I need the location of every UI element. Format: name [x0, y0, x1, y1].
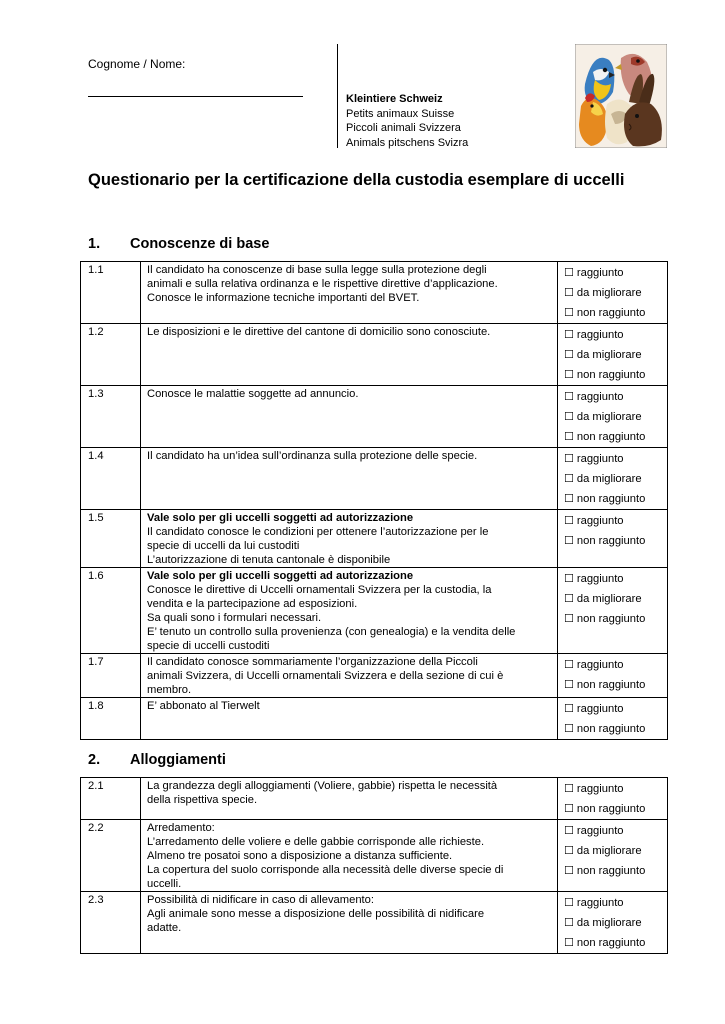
checkbox-icon[interactable]: ☐ [564, 722, 574, 735]
rating-options [558, 654, 668, 698]
question-number: 2.2 [81, 820, 141, 892]
question-text-line: L’autorizzazione di tenuta cantonale è disponibile [147, 554, 391, 566]
question-text-line: Il candidato conosce sommariamente l’organizzazione della Piccoli [147, 656, 478, 668]
checkbox-icon[interactable]: ☐ [564, 348, 574, 361]
section-table-2 [80, 777, 668, 954]
question-text-line: E’ tenuto un controllo sulla provenienza (con genealogia) e la vendita delle [147, 626, 516, 638]
section-table-body [81, 262, 668, 740]
question-text-line: animali e sulla relativa ordinanza e le rispettive direttive d’applicazione. [147, 278, 498, 290]
question-text-line: Il candidato conosce le condizioni per ottenere l’autorizzazione per le [147, 526, 489, 538]
rating-option[interactable] [564, 345, 667, 365]
question-text-line: membro. [147, 684, 192, 696]
question-condition-note: Vale solo per gli uccelli soggetti ad autorizzazione [147, 512, 414, 524]
name-field-line[interactable] [88, 96, 303, 97]
rating-option[interactable] [564, 489, 667, 509]
rating-option[interactable] [564, 365, 667, 385]
question-row [81, 324, 668, 386]
question-number: 2.3 [81, 892, 141, 954]
rating-option-label: raggiunto [576, 703, 624, 715]
question-text-line: Agli animale sono messe a disposizione delle possibilità di nidificare [147, 908, 485, 920]
rating-option[interactable] [564, 699, 667, 719]
question-text-line: La copertura del suolo corrisponde alla necessità delle diverse specie di [147, 864, 504, 876]
rating-option[interactable] [564, 303, 667, 323]
rating-option[interactable] [564, 719, 667, 739]
rating-option-label: raggiunto [576, 783, 624, 795]
rating-option-label: da migliorare [576, 917, 642, 929]
rating-option[interactable] [564, 821, 667, 841]
rating-option-label: non raggiunto [576, 937, 646, 949]
question-number: 1.1 [81, 262, 141, 324]
rating-option[interactable] [564, 263, 667, 283]
animals-logo [575, 44, 667, 148]
checkbox-icon[interactable]: ☐ [564, 492, 574, 505]
org-line: Piccoli animali Svizzera [346, 122, 461, 134]
org-line: Animals pitschens Svizra [346, 136, 469, 149]
rating-option[interactable] [564, 531, 667, 551]
checkbox-icon[interactable]: ☐ [564, 592, 574, 605]
question-text-line: L’arredamento delle voliere e delle gabbie corrisponde alle richieste. [147, 836, 485, 848]
rating-option[interactable] [564, 861, 667, 881]
rating-options [558, 448, 668, 510]
rating-option[interactable] [564, 609, 667, 629]
rating-option[interactable] [564, 655, 667, 675]
rating-option-label: non raggiunto [576, 723, 646, 735]
question-text [141, 568, 558, 654]
rating-option[interactable] [564, 283, 667, 303]
question-number: 1.2 [81, 324, 141, 386]
checkbox-icon[interactable]: ☐ [564, 782, 574, 795]
checkbox-icon[interactable]: ☐ [564, 658, 574, 671]
checkbox-icon[interactable]: ☐ [564, 844, 574, 857]
question-text-line: Il candidato ha conoscenze di base sulla legge sulla protezione degli [147, 264, 487, 276]
question-text-line: uccelli. [147, 878, 182, 890]
rating-options [558, 698, 668, 740]
section-table-body [81, 778, 668, 954]
question-number: 1.6 [81, 568, 141, 654]
question-text [141, 778, 558, 820]
question-text-line: Il candidato ha un’idea sull’ordinanza sulla protezione delle specie. [147, 450, 478, 462]
question-text [141, 386, 558, 448]
question-number: 1.5 [81, 510, 141, 568]
rating-option-label: da migliorare [576, 411, 642, 423]
question-text-line: La grandezza degli alloggiamenti (Voliere, gabbie) rispetta le necessità [147, 780, 498, 792]
question-text-line: Conosce le direttive di Uccelli ornamentali Svizzera per la custodia, la [147, 584, 492, 596]
rating-option[interactable] [564, 325, 667, 345]
rating-option[interactable] [564, 675, 667, 695]
checkbox-icon[interactable]: ☐ [564, 864, 574, 877]
checkbox-icon[interactable]: ☐ [564, 702, 574, 715]
checkbox-icon[interactable]: ☐ [564, 896, 574, 909]
question-text-line: Le disposizioni e le direttive del cantone di domicilio sono conosciute. [147, 326, 491, 338]
question-row [81, 698, 668, 740]
rating-option[interactable] [564, 779, 667, 799]
name-field-label: Cognome / Nome: [88, 57, 186, 71]
rating-option-label: non raggiunto [576, 493, 646, 505]
question-row [81, 448, 668, 510]
rating-option-label: da migliorare [576, 593, 642, 605]
rating-option[interactable] [564, 511, 667, 531]
rating-option[interactable] [564, 589, 667, 609]
rating-option-label: non raggiunto [576, 431, 646, 443]
question-text-line: vendita e la partecipazione ad esposizioni. [147, 598, 358, 610]
rating-option-label: raggiunto [576, 573, 624, 585]
question-row [81, 654, 668, 698]
rating-option[interactable] [564, 407, 667, 427]
checkbox-icon[interactable]: ☐ [564, 802, 574, 815]
question-number: 1.3 [81, 386, 141, 448]
rating-option-label: non raggiunto [576, 613, 646, 625]
question-row [81, 892, 668, 954]
checkbox-icon[interactable]: ☐ [564, 410, 574, 423]
checkbox-icon[interactable]: ☐ [564, 452, 574, 465]
question-row [81, 386, 668, 448]
question-number: 2.1 [81, 778, 141, 820]
rating-option-label: non raggiunto [576, 535, 646, 547]
question-text-line: Conosce le informazione tecniche importanti del BVET. [147, 292, 420, 304]
question-text-line: specie di uccelli da lui custoditi [147, 540, 300, 552]
question-text-line: della rispettiva specie. [147, 794, 258, 806]
question-text-line: E’ abbonato al Tierwelt [147, 700, 260, 712]
section-title: Conoscenze di base [130, 236, 270, 252]
rating-options [558, 262, 668, 324]
checkbox-icon[interactable]: ☐ [564, 368, 574, 381]
question-text [141, 262, 558, 324]
checkbox-icon[interactable]: ☐ [564, 286, 574, 299]
rating-options [558, 510, 668, 568]
checkbox-icon[interactable]: ☐ [564, 328, 574, 341]
rating-option-label: non raggiunto [576, 865, 646, 877]
question-row [81, 820, 668, 892]
rating-option-label: da migliorare [576, 287, 642, 299]
checkbox-icon[interactable]: ☐ [564, 936, 574, 949]
checkbox-icon[interactable]: ☐ [564, 824, 574, 837]
rating-option[interactable] [564, 799, 667, 819]
checkbox-icon[interactable]: ☐ [564, 916, 574, 929]
rating-option-label: raggiunto [576, 897, 624, 909]
question-text [141, 698, 558, 740]
rating-options [558, 820, 668, 892]
rating-option[interactable] [564, 427, 667, 447]
question-text-line: Arredamento: [147, 822, 215, 834]
rating-option[interactable] [564, 841, 667, 861]
question-text-line: specie di uccelli custoditi [147, 640, 270, 652]
question-text-line: Conosce le malattie soggette ad annuncio. [147, 388, 359, 400]
checkbox-icon[interactable]: ☐ [564, 678, 574, 691]
question-number: 1.7 [81, 654, 141, 698]
rating-option-label: non raggiunto [576, 369, 646, 381]
rating-option-label: raggiunto [576, 515, 624, 527]
rating-options [558, 778, 668, 820]
rating-option-label: da migliorare [576, 349, 642, 361]
organization-name [346, 92, 468, 150]
rating-option[interactable] [564, 449, 667, 469]
checkbox-icon[interactable]: ☐ [564, 390, 574, 403]
checkbox-icon[interactable]: ☐ [564, 534, 574, 547]
checkbox-icon[interactable]: ☐ [564, 430, 574, 443]
section-heading-1 [88, 236, 269, 252]
checkbox-icon[interactable]: ☐ [564, 472, 574, 485]
rating-option[interactable] [564, 933, 667, 953]
checkbox-icon[interactable]: ☐ [564, 612, 574, 625]
rating-option-label: raggiunto [576, 825, 624, 837]
rating-option[interactable] [564, 569, 667, 589]
rating-option-label: da migliorare [576, 845, 642, 857]
question-text-line: Possibilità di nidificare in caso di allevamento: [147, 894, 374, 906]
question-text [141, 510, 558, 568]
question-text [141, 820, 558, 892]
document-title: Questionario per la certificazione della custodia esemplare di uccelli [88, 171, 625, 189]
question-text [141, 324, 558, 386]
rating-option-label: non raggiunto [576, 307, 646, 319]
question-row [81, 510, 668, 568]
rating-options [558, 324, 668, 386]
rating-option[interactable] [564, 913, 667, 933]
question-text-line: Sa quali sono i formulari necessari. [147, 612, 322, 624]
question-text [141, 892, 558, 954]
org-line: Kleintiere Schweiz [346, 93, 443, 105]
question-row [81, 568, 668, 654]
checkbox-icon[interactable]: ☐ [564, 572, 574, 585]
rating-option[interactable] [564, 893, 667, 913]
checkbox-icon[interactable]: ☐ [564, 306, 574, 319]
question-number: 1.4 [81, 448, 141, 510]
header-divider [337, 44, 338, 148]
rating-option-label: raggiunto [576, 329, 624, 341]
question-row [81, 778, 668, 820]
section-heading-2 [88, 752, 226, 768]
checkbox-icon[interactable]: ☐ [564, 266, 574, 279]
question-row [81, 262, 668, 324]
rating-option-label: raggiunto [576, 391, 624, 403]
section-number: 2. [88, 752, 101, 768]
question-text [141, 654, 558, 698]
org-line: Petits animaux Suisse [346, 107, 455, 120]
question-condition-note: Vale solo per gli uccelli soggetti ad autorizzazione [147, 570, 414, 582]
rating-option-label: non raggiunto [576, 803, 646, 815]
rating-option-label: raggiunto [576, 453, 624, 465]
rating-option[interactable] [564, 469, 667, 489]
section-table-1 [80, 261, 668, 740]
question-number: 1.8 [81, 698, 141, 740]
rating-options [558, 386, 668, 448]
section-title: Alloggiamenti [130, 752, 226, 768]
rating-option-label: da migliorare [576, 473, 642, 485]
question-text-line: animali Svizzera, di Uccelli ornamentali Svizzera e della sezione di cui è [147, 670, 504, 682]
checkbox-icon[interactable]: ☐ [564, 514, 574, 527]
rating-option-label: raggiunto [576, 659, 624, 671]
rating-option-label: non raggiunto [576, 679, 646, 691]
rating-option[interactable] [564, 387, 667, 407]
section-number: 1. [88, 236, 101, 252]
rating-options [558, 892, 668, 954]
question-text-line: adatte. [147, 922, 182, 934]
question-text-line: Almeno tre posatoi sono a disposizione a distanza sufficiente. [147, 850, 453, 862]
rating-options [558, 568, 668, 654]
question-text [141, 448, 558, 510]
rating-option-label: raggiunto [576, 267, 624, 279]
